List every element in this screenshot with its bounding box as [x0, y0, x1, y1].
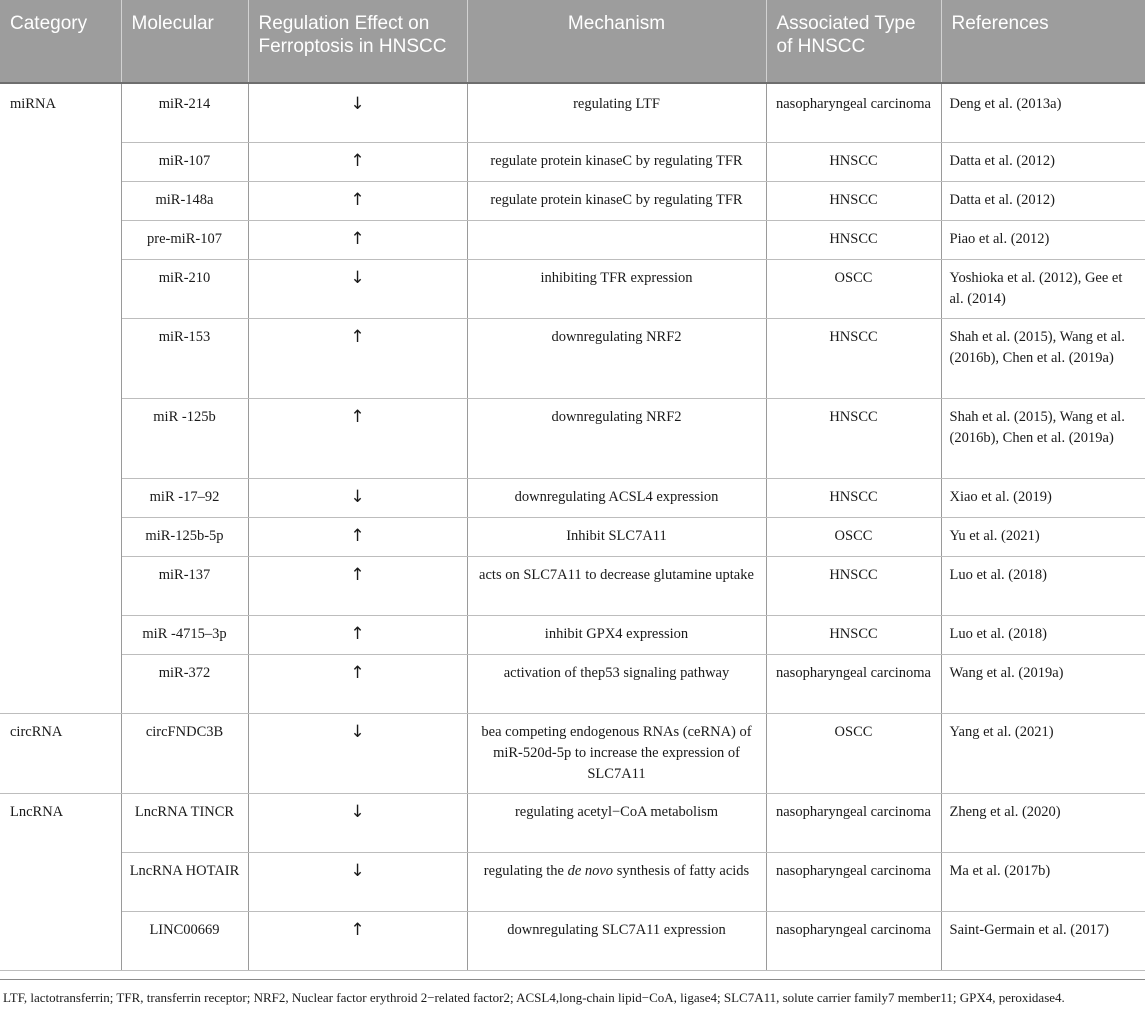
effect-arrow: ↓ — [248, 83, 467, 142]
type-cell: OSCC — [766, 259, 941, 318]
molecular-cell: miR-137 — [121, 556, 248, 615]
effect-arrow: ↑ — [248, 398, 467, 478]
footnote-divider — [0, 979, 1145, 980]
references-cell: Piao et al. (2012) — [941, 220, 1145, 259]
effect-arrow: ↓ — [248, 852, 467, 911]
molecular-cell: miR -4715–3p — [121, 615, 248, 654]
type-cell: nasopharyngeal carcinoma — [766, 852, 941, 911]
effect-arrow: ↑ — [248, 318, 467, 398]
molecular-cell: LINC00669 — [121, 911, 248, 970]
effect-arrow: ↓ — [248, 259, 467, 318]
mechanism-text-start: regulating the — [483, 862, 568, 879]
table-row — [0, 181, 1145, 220]
references-cell: Yu et al. (2021) — [941, 517, 1145, 556]
table-row — [0, 852, 1145, 911]
mechanism-cell: acts on SLC7A11 to decrease glutamine uptake — [467, 556, 766, 615]
mechanism-cell: downregulating ACSL4 expression — [467, 478, 766, 517]
references-cell: Shah et al. (2015), Wang et al. (2016b), Chen et al. (2019a) — [941, 318, 1145, 398]
references-cell: Zheng et al. (2020) — [941, 793, 1145, 852]
effect-arrow: ↓ — [248, 478, 467, 517]
type-cell: HNSCC — [766, 615, 941, 654]
type-cell: OSCC — [766, 713, 941, 793]
table-row — [0, 398, 1145, 478]
references-cell: Deng et al. (2013a) — [941, 83, 1145, 142]
table-row — [0, 478, 1145, 517]
header-molecular: Molecular — [121, 0, 248, 83]
mechanism-cell: inhibit GPX4 expression — [467, 615, 766, 654]
mechanism-cell: regulating acetyl−CoA metabolism — [467, 793, 766, 852]
category-cell-lncrna: LncRNA — [0, 793, 121, 970]
type-cell: HNSCC — [766, 181, 941, 220]
effect-arrow: ↑ — [248, 142, 467, 181]
category-cell-mirna: miRNA — [0, 83, 121, 713]
references-cell: Datta et al. (2012) — [941, 142, 1145, 181]
mechanism-italic-text: de novo — [567, 862, 614, 879]
references-cell: Luo et al. (2018) — [941, 615, 1145, 654]
references-cell: Luo et al. (2018) — [941, 556, 1145, 615]
mechanism-cell: inhibiting TFR expression — [467, 259, 766, 318]
table-footnote: LTF, lactotransferrin; TFR, transferrin receptor; NRF2, Nuclear factor erythroid 2−related factor2; ACSL4,long-chain lipid−CoA, ligase4; SLC7A11, solute carrier family7 member11; GPX4, peroxidase4. — [3, 990, 1065, 1005]
molecular-cell: miR-125b-5p — [121, 517, 248, 556]
table-row — [0, 83, 1145, 142]
references-cell: Yang et al. (2021) — [941, 713, 1145, 793]
molecular-cell: pre-miR-107 — [121, 220, 248, 259]
type-cell: HNSCC — [766, 556, 941, 615]
molecular-cell: LncRNA HOTAIR — [121, 852, 248, 911]
type-cell: HNSCC — [766, 478, 941, 517]
effect-arrow: ↑ — [248, 181, 467, 220]
table-row — [0, 318, 1145, 398]
effect-arrow: ↑ — [248, 615, 467, 654]
type-cell: OSCC — [766, 517, 941, 556]
table-row — [0, 713, 1145, 793]
molecular-cell: miR-153 — [121, 318, 248, 398]
header-references: References — [941, 0, 1145, 83]
type-cell: HNSCC — [766, 318, 941, 398]
molecular-cell: miR-107 — [121, 142, 248, 181]
type-cell: nasopharyngeal carcinoma — [766, 793, 941, 852]
effect-arrow: ↑ — [248, 556, 467, 615]
mechanism-cell: downregulating SLC7A11 expression — [467, 911, 766, 970]
molecular-cell: miR -125b — [121, 398, 248, 478]
category-cell-circrna: circRNA — [0, 713, 121, 793]
references-cell: Ma et al. (2017b) — [941, 852, 1145, 911]
mechanism-cell: regulate protein kinaseC by regulating TFR — [467, 181, 766, 220]
molecular-cell: miR-214 — [121, 83, 248, 142]
mechanism-cell: regulate protein kinaseC by regulating TFR — [467, 142, 766, 181]
mechanism-cell: regulating LTF — [467, 83, 766, 142]
molecular-cell: LncRNA TINCR — [121, 793, 248, 852]
table-row — [0, 615, 1145, 654]
header-category: Category — [0, 0, 121, 83]
references-cell: Xiao et al. (2019) — [941, 478, 1145, 517]
effect-arrow: ↓ — [248, 713, 467, 793]
type-cell: nasopharyngeal carcinoma — [766, 911, 941, 970]
mechanism-cell — [467, 220, 766, 259]
molecular-cell: miR-372 — [121, 654, 248, 713]
molecular-cell: miR-210 — [121, 259, 248, 318]
references-cell: Datta et al. (2012) — [941, 181, 1145, 220]
header-regulation-effect: Regulation Effect on Ferroptosis in HNSCC — [248, 0, 467, 83]
type-cell: nasopharyngeal carcinoma — [766, 654, 941, 713]
table-row — [0, 220, 1145, 259]
table-row — [0, 654, 1145, 713]
mechanism-cell: downregulating NRF2 — [467, 318, 766, 398]
mechanism-cell — [467, 852, 766, 911]
mechanism-cell: activation of thep53 signaling pathway — [467, 654, 766, 713]
table-row — [0, 911, 1145, 970]
effect-arrow: ↑ — [248, 517, 467, 556]
references-cell: Wang et al. (2019a) — [941, 654, 1145, 713]
type-cell: HNSCC — [766, 398, 941, 478]
mechanism-text-end: synthesis of fatty acids — [613, 862, 750, 879]
table-row — [0, 517, 1145, 556]
header-mechanism: Mechanism — [467, 0, 766, 83]
mechanism-cell: Inhibit SLC7A11 — [467, 517, 766, 556]
effect-arrow: ↑ — [248, 911, 467, 970]
molecular-cell: miR -17–92 — [121, 478, 248, 517]
references-cell: Shah et al. (2015), Wang et al. (2016b), Chen et al. (2019a) — [941, 398, 1145, 478]
molecular-cell: miR-148a — [121, 181, 248, 220]
mechanism-cell: downregulating NRF2 — [467, 398, 766, 478]
header-associated-type: Associated Type of HNSCC — [766, 0, 941, 83]
references-cell: Yoshioka et al. (2012), Gee et al. (2014) — [941, 259, 1145, 318]
table-row — [0, 259, 1145, 318]
molecular-cell: circFNDC3B — [121, 713, 248, 793]
table-row — [0, 142, 1145, 181]
mechanism-cell: bea competing endogenous RNAs (ceRNA) of miR-520d-5p to increase the expression of SLC7A11 — [467, 713, 766, 793]
type-cell: HNSCC — [766, 220, 941, 259]
type-cell: HNSCC — [766, 142, 941, 181]
table-row — [0, 793, 1145, 852]
header-row — [0, 0, 1145, 83]
effect-arrow: ↑ — [248, 654, 467, 713]
references-cell: Saint-Germain et al. (2017) — [941, 911, 1145, 970]
table-row — [0, 556, 1145, 615]
effect-arrow: ↓ — [248, 793, 467, 852]
type-cell: nasopharyngeal carcinoma — [766, 83, 941, 142]
effect-arrow: ↑ — [248, 220, 467, 259]
